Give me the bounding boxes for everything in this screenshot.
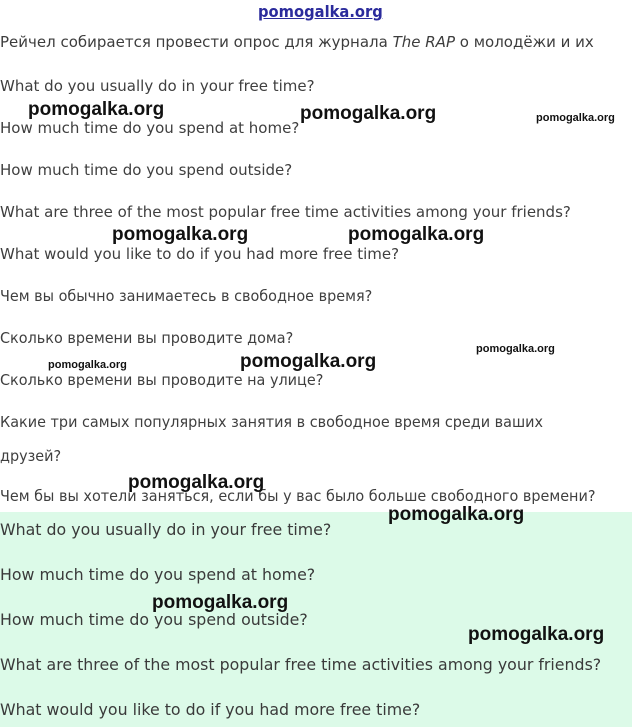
magazine-title: The RAP (392, 33, 455, 51)
watermark: pomogalka.org (128, 472, 265, 493)
watermark: pomogalka.org (48, 359, 127, 371)
watermark: pomogalka.org (300, 103, 437, 124)
watermark: pomogalka.org (348, 224, 485, 245)
question-en-2: How much time do you spend at home? (0, 119, 300, 137)
question-ru-4b: друзей? (0, 447, 62, 465)
question-ru-4a: Какие три самых популярных занятия в свободное время среди ваших (0, 413, 544, 431)
question-en-4: What are three of the most popular free time activities among your friends? (0, 203, 571, 221)
question-ru-2: Сколько времени вы проводите дома? (0, 329, 294, 347)
intro-text (0, 32, 632, 52)
intro-after: о молодёжи и их (455, 33, 594, 51)
watermark: pomogalka.org (240, 351, 377, 372)
intro-before: Рейчел собирается провести опрос для журнала (0, 33, 393, 51)
watermark: pomogalka.org (112, 224, 249, 245)
watermark: pomogalka.org (536, 112, 615, 124)
question-en-5: What would you like to do if you had more free time? (0, 245, 400, 263)
answer-line-2: How much time do you spend at home? (0, 565, 316, 584)
question-ru-5: Чем бы вы хотели заняться, если бы у вас было больше свободного времени? (0, 487, 596, 505)
watermark: pomogalka.org (28, 99, 165, 120)
question-ru-3: Сколько времени вы проводите на улице? (0, 371, 324, 389)
watermark: pomogalka.org (388, 504, 525, 525)
answer-line-4: What are three of the most popular free time activities among your friends? (0, 655, 602, 674)
question-en-3: How much time do you spend outside? (0, 161, 293, 179)
watermark: pomogalka.org (476, 343, 555, 355)
site-link[interactable]: pomogalka.org (258, 2, 383, 21)
cropped-line-mask (0, 56, 400, 70)
answer-line-5: What would you like to do if you had more free time? (0, 700, 421, 719)
answer-line-3: How much time do you spend outside? (0, 610, 308, 629)
question-ru-1: Чем вы обычно занимаетесь в свободное время? (0, 287, 373, 305)
answer-line-1: What do you usually do in your free time? (0, 520, 332, 539)
question-en-1: What do you usually do in your free time? (0, 77, 315, 95)
watermark: pomogalka.org (468, 624, 605, 645)
watermark: pomogalka.org (152, 592, 289, 613)
